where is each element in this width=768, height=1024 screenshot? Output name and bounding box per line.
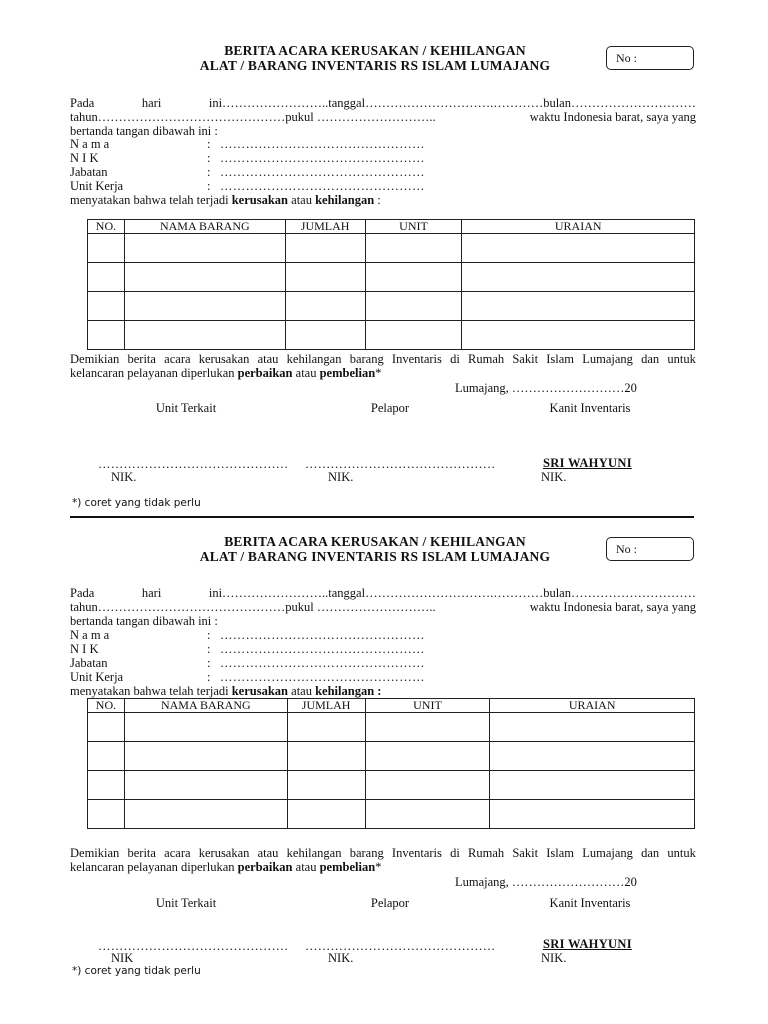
statement-kerusakan[interactable]: kerusakan xyxy=(231,193,289,207)
intro-word: waktu Indonesia barat, saya yang xyxy=(529,110,696,124)
table-row xyxy=(88,321,695,350)
intro-word: Pada xyxy=(70,96,95,110)
intro-row-2 xyxy=(70,110,696,124)
header-jumlah: JUMLAH xyxy=(287,699,365,713)
table-row xyxy=(88,713,695,742)
closing-pembelian[interactable]: pembelian xyxy=(319,860,376,874)
table-cell[interactable] xyxy=(365,263,462,292)
role-pelapor: Pelapor xyxy=(370,401,410,415)
signer-name: SRI WAHYUNI xyxy=(543,937,632,951)
signer-name: SRI WAHYUNI xyxy=(543,456,632,470)
intro-word: Pada xyxy=(70,586,95,600)
closing-row-1 xyxy=(70,846,696,860)
header-jumlah: JUMLAH xyxy=(285,220,365,234)
table-cell[interactable] xyxy=(490,742,695,771)
field-input-nik[interactable]: ………………………………………… xyxy=(220,151,425,165)
closing-word: Inventaris xyxy=(391,846,442,860)
statement-kehilangan[interactable]: kehilangan xyxy=(315,193,375,207)
header-nama-barang: NAMA BARANG xyxy=(124,699,287,713)
place-date[interactable]: Lumajang, ………………………20 xyxy=(455,381,637,395)
table-cell[interactable] xyxy=(365,742,490,771)
place-date[interactable]: Lumajang, ………………………20 xyxy=(455,875,637,889)
table-cell[interactable] xyxy=(285,234,365,263)
field-colon: : xyxy=(207,137,211,151)
table-cell[interactable] xyxy=(124,292,285,321)
table-cell[interactable] xyxy=(124,234,285,263)
nik-kanit: NIK. xyxy=(541,951,567,965)
closing-word: kerusakan xyxy=(198,846,250,860)
role-kanit-inventaris: Kanit Inventaris xyxy=(549,401,631,415)
closing-pembelian[interactable]: pembelian xyxy=(319,366,376,380)
title-line-2: ALAT / BARANG INVENTARIS RS ISLAM LUMAJANG xyxy=(199,58,551,73)
intro-row-1 xyxy=(70,96,696,110)
closing-word: Rumah xyxy=(468,352,505,366)
table-cell[interactable] xyxy=(462,234,695,263)
table-cell[interactable] xyxy=(365,771,490,800)
closing-word: Demikian xyxy=(70,846,120,860)
intro-word: hari xyxy=(141,96,162,110)
statement-prefix: menyatakan bahwa telah terjadi xyxy=(70,193,232,207)
statement-end: : xyxy=(374,193,381,207)
closing-word: untuk xyxy=(667,846,696,860)
closing-word: Sakit xyxy=(512,352,539,366)
nik-kanit: NIK. xyxy=(541,470,567,484)
table-cell[interactable] xyxy=(88,292,125,321)
table-cell[interactable] xyxy=(88,742,125,771)
signature-line-pelapor[interactable]: ……………………………………… xyxy=(305,939,496,953)
table-row xyxy=(88,234,695,263)
table-cell[interactable] xyxy=(124,713,287,742)
field-label-nik: N I K xyxy=(70,151,99,165)
closing-perbaikan[interactable]: perbaikan xyxy=(237,860,293,874)
closing-word: barang xyxy=(349,846,384,860)
field-input-unit-kerja[interactable]: ………………………………………… xyxy=(220,179,425,193)
field-colon: : xyxy=(207,642,211,656)
table-cell[interactable] xyxy=(124,800,287,829)
statement-mid: atau xyxy=(288,684,316,698)
header-uraian: URAIAN xyxy=(462,220,695,234)
field-label-nama: N a m a xyxy=(70,137,110,151)
footnote: *) coret yang tidak perlu xyxy=(72,497,201,509)
intro-blanks[interactable]: tahun………………………………………pukul ……………………….. xyxy=(70,110,436,124)
closing-word: di xyxy=(450,352,460,366)
table-cell[interactable] xyxy=(365,800,490,829)
closing-word: Islam xyxy=(546,352,575,366)
table-cell[interactable] xyxy=(490,800,695,829)
nik-pelapor: NIK. xyxy=(328,951,354,965)
statement-mid: atau xyxy=(288,193,316,207)
table-header-row xyxy=(88,699,695,713)
closing-word: berita xyxy=(127,846,156,860)
intro-word: waktu Indonesia barat, saya yang xyxy=(529,600,696,614)
closing-prefix: kelancaran pelayanan diperlukan xyxy=(70,860,238,874)
closing-paragraph xyxy=(70,846,696,874)
closing-word: Inventaris xyxy=(391,352,442,366)
closing-word: di xyxy=(450,846,460,860)
table-cell[interactable] xyxy=(285,321,365,350)
field-input-jabatan[interactable]: ………………………………………… xyxy=(220,165,425,179)
intro-blanks[interactable]: ini……………………..tanggal………………………….…………bulan………………………… xyxy=(208,96,696,110)
closing-perbaikan[interactable]: perbaikan xyxy=(237,366,293,380)
nik-unit-terkait: NIK. xyxy=(111,470,137,484)
closing-word: Rumah xyxy=(468,846,505,860)
closing-word: atau xyxy=(257,846,279,860)
closing-word: dan xyxy=(641,352,660,366)
footnote: *) coret yang tidak perlu xyxy=(72,965,201,977)
closing-end: * xyxy=(375,366,382,380)
table-cell[interactable] xyxy=(124,321,285,350)
header-uraian: URAIAN xyxy=(490,699,695,713)
table-cell[interactable] xyxy=(287,771,365,800)
table-cell[interactable] xyxy=(365,321,462,350)
closing-row-1 xyxy=(70,352,696,366)
field-input-unit-kerja[interactable]: ………………………………………… xyxy=(220,670,425,684)
field-colon: : xyxy=(207,670,211,684)
closing-word: Sakit xyxy=(512,846,539,860)
field-input-nama[interactable]: ………………………………………… xyxy=(220,137,425,151)
field-label-jabatan: Jabatan xyxy=(70,165,108,179)
header-unit: UNIT xyxy=(365,699,490,713)
statement-prefix: menyatakan bahwa telah terjadi xyxy=(70,684,232,698)
role-unit-terkait: Unit Terkait xyxy=(155,401,217,415)
header-no: NO. xyxy=(88,699,125,713)
nik-pelapor: NIK. xyxy=(328,470,354,484)
table-cell[interactable] xyxy=(88,713,125,742)
closing-word: barang xyxy=(349,352,384,366)
closing-word: dan xyxy=(641,846,660,860)
table-cell[interactable] xyxy=(287,713,365,742)
intro-line-3: bertanda tangan dibawah ini : xyxy=(70,124,218,138)
closing-word: berita xyxy=(127,352,156,366)
field-label-jabatan: Jabatan xyxy=(70,656,108,670)
table-cell[interactable] xyxy=(462,321,695,350)
closing-word: Demikian xyxy=(70,352,120,366)
field-label-nama: N a m a xyxy=(70,628,110,642)
field-input-nik[interactable]: ………………………………………… xyxy=(220,642,425,656)
table-row xyxy=(88,292,695,321)
field-label-unit-kerja: Unit Kerja xyxy=(70,670,124,684)
title-line-1: BERITA ACARA KERUSAKAN / KEHILANGAN xyxy=(224,534,526,549)
inventory-table xyxy=(87,698,695,829)
table-row xyxy=(88,771,695,800)
inventory-table xyxy=(87,219,695,350)
table-cell[interactable] xyxy=(490,771,695,800)
table-cell[interactable] xyxy=(365,713,490,742)
statement-kehilangan[interactable]: kehilangan : xyxy=(315,684,382,698)
field-colon: : xyxy=(207,656,211,670)
closing-word: Islam xyxy=(546,846,575,860)
table-cell[interactable] xyxy=(124,263,285,292)
closing-row-2 xyxy=(70,366,696,380)
closing-word: Lumajang xyxy=(582,352,633,366)
table-cell[interactable] xyxy=(462,292,695,321)
header-unit: UNIT xyxy=(365,220,462,234)
closing-word: Lumajang xyxy=(582,846,633,860)
table-header-row xyxy=(88,220,695,234)
closing-word: acara xyxy=(164,352,191,366)
table-cell[interactable] xyxy=(285,263,365,292)
role-pelapor: Pelapor xyxy=(370,896,410,910)
number-box[interactable] xyxy=(606,46,694,70)
field-label-nik: N I K xyxy=(70,642,99,656)
closing-paragraph xyxy=(70,352,696,380)
closing-word: kehilangan xyxy=(286,846,342,860)
table-row xyxy=(88,742,695,771)
closing-word: kehilangan xyxy=(286,352,342,366)
intro-row-2 xyxy=(70,600,696,614)
form-title xyxy=(150,43,600,73)
closing-word: acara xyxy=(164,846,191,860)
form-divider xyxy=(70,516,694,518)
intro-line-3: bertanda tangan dibawah ini : xyxy=(70,614,218,628)
table-cell[interactable] xyxy=(124,771,287,800)
closing-row-2 xyxy=(70,860,696,874)
field-label-unit-kerja: Unit Kerja xyxy=(70,179,124,193)
closing-end: * xyxy=(375,860,382,874)
table-cell[interactable] xyxy=(490,713,695,742)
field-colon: : xyxy=(207,151,211,165)
closing-word: kerusakan xyxy=(198,352,250,366)
role-kanit-inventaris: Kanit Inventaris xyxy=(549,896,631,910)
closing-mid: atau xyxy=(292,860,320,874)
intro-word: hari xyxy=(141,586,162,600)
number-box[interactable] xyxy=(606,537,694,561)
signature-line-pelapor[interactable]: ……………………………………… xyxy=(305,457,496,471)
statement-line xyxy=(70,193,381,207)
role-unit-terkait: Unit Terkait xyxy=(155,896,217,910)
intro-blanks[interactable]: ini……………………..tanggal………………………….…………bulan………………………… xyxy=(208,586,696,600)
table-cell[interactable] xyxy=(287,742,365,771)
table-cell[interactable] xyxy=(88,771,125,800)
intro-blanks[interactable]: tahun………………………………………pukul ……………………….. xyxy=(70,600,436,614)
table-cell[interactable] xyxy=(88,321,125,350)
closing-prefix: kelancaran pelayanan diperlukan xyxy=(70,366,238,380)
intro-paragraph xyxy=(70,96,696,138)
closing-mid: atau xyxy=(292,366,320,380)
table-cell[interactable] xyxy=(88,234,125,263)
title-line-1: BERITA ACARA KERUSAKAN / KEHILANGAN xyxy=(224,43,526,58)
table-cell[interactable] xyxy=(88,800,125,829)
table-cell[interactable] xyxy=(365,234,462,263)
table-cell[interactable] xyxy=(124,742,287,771)
field-colon: : xyxy=(207,165,211,179)
number-label: No : xyxy=(616,542,637,556)
signature-line-unit-terkait[interactable]: ……………………………………… xyxy=(98,939,289,953)
closing-word: atau xyxy=(257,352,279,366)
intro-row-1 xyxy=(70,586,696,600)
header-nama-barang: NAMA BARANG xyxy=(124,220,285,234)
intro-paragraph xyxy=(70,586,696,628)
field-input-nama[interactable]: ………………………………………… xyxy=(220,628,425,642)
table-cell[interactable] xyxy=(88,263,125,292)
statement-line xyxy=(70,684,381,698)
field-input-jabatan[interactable]: ………………………………………… xyxy=(220,656,425,670)
number-label: No : xyxy=(616,51,637,65)
table-cell[interactable] xyxy=(365,292,462,321)
form-title xyxy=(150,534,600,564)
field-colon: : xyxy=(207,628,211,642)
statement-kerusakan[interactable]: kerusakan xyxy=(231,684,289,698)
table-cell[interactable] xyxy=(462,263,695,292)
table-cell[interactable] xyxy=(285,292,365,321)
signature-line-unit-terkait[interactable]: ……………………………………… xyxy=(98,457,289,471)
nik-unit-terkait: NIK xyxy=(111,951,134,965)
table-cell[interactable] xyxy=(287,800,365,829)
table-row xyxy=(88,263,695,292)
title-line-2: ALAT / BARANG INVENTARIS RS ISLAM LUMAJANG xyxy=(199,549,551,564)
closing-word: untuk xyxy=(667,352,696,366)
field-colon: : xyxy=(207,179,211,193)
table-row xyxy=(88,800,695,829)
header-no: NO. xyxy=(88,220,125,234)
